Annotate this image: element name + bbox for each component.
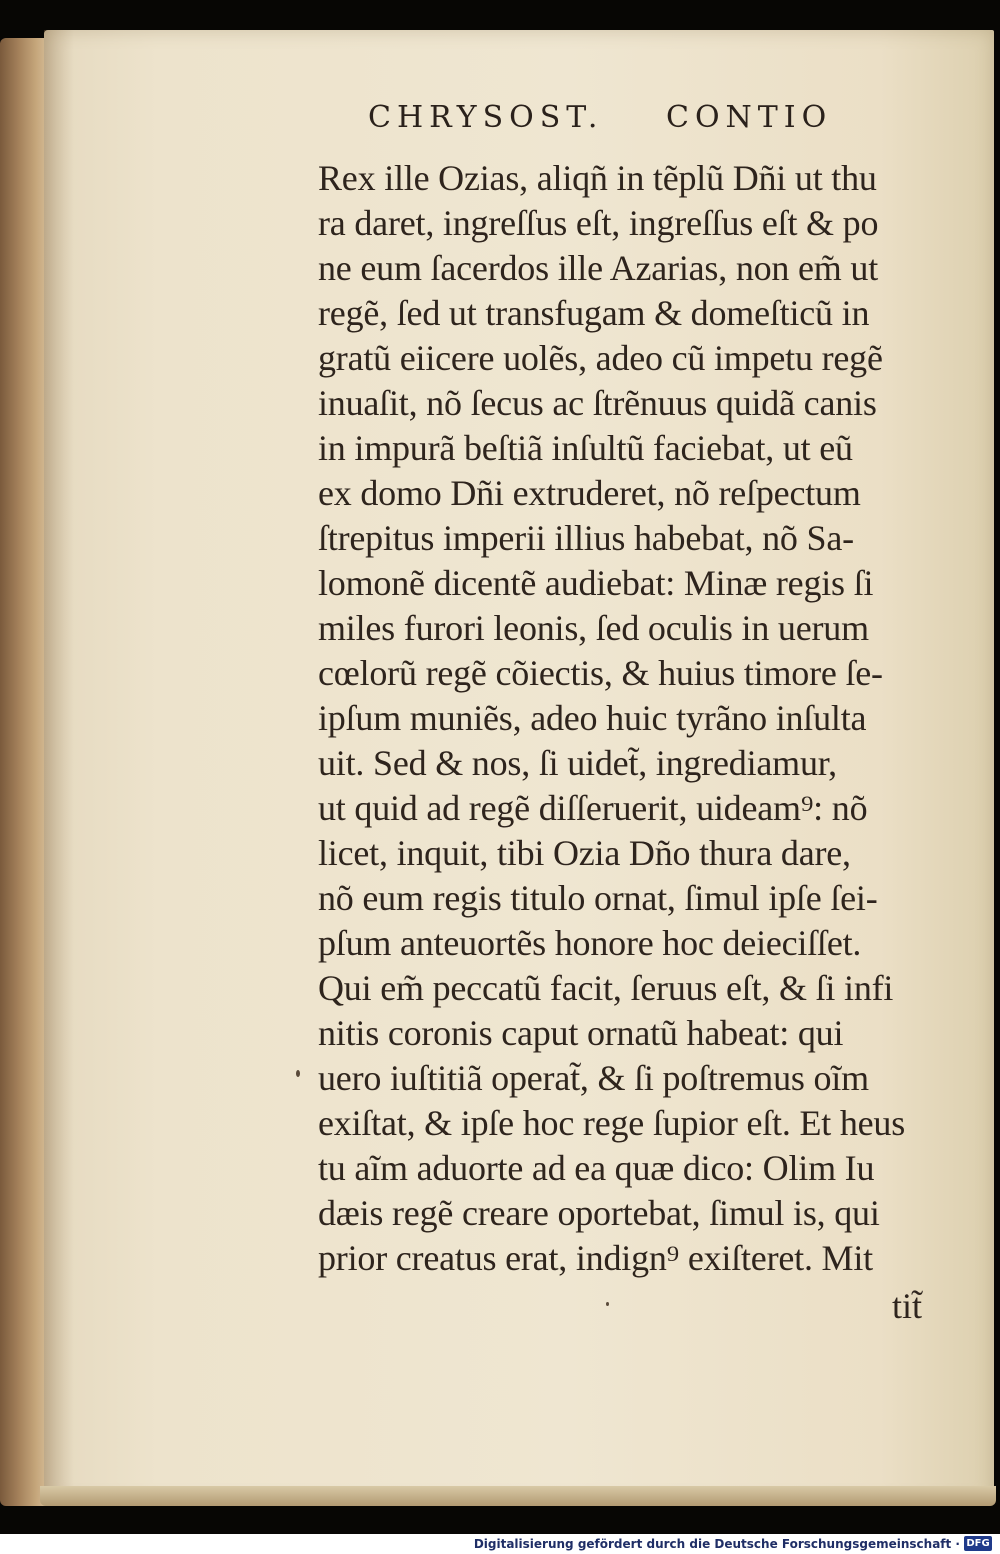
text-line: cœlorũ regẽ cõiectis, & huius timore ſe- — [318, 653, 883, 693]
text-line: nitis coronis caput ornatũ habeat: qui — [318, 1013, 844, 1053]
text-line: pſum anteuortẽs honore hoc deieciſſet. — [318, 923, 862, 963]
running-head-right: CONTIO — [666, 100, 833, 135]
text-line: regẽ, ſed ut transfugam & domeſticũ in — [318, 293, 870, 333]
text-line: ſtrepitus imperii illius habebat, nõ Sa- — [318, 518, 854, 558]
page-bottom-edge — [40, 1486, 996, 1506]
text-line: ut quid ad regẽ diſſeruerit, uideam⁹: nõ — [318, 788, 868, 828]
text-line: uit. Sed & nos, ſi uidet̃, ingrediamur, — [318, 743, 837, 783]
running-head-left: CHRYSOST. — [368, 100, 604, 135]
spine-shadow — [44, 30, 74, 1502]
text-line: Qui em̃ peccatũ facit, ſeruus eſt, & ſi infi — [318, 968, 894, 1008]
catchword: tit̃ — [892, 1286, 923, 1326]
body-text — [318, 155, 948, 1355]
ink-speck — [296, 1070, 300, 1077]
text-line: inuaſit, nõ ſecus ac ſtrẽnuus quidã canis — [318, 383, 877, 423]
dfg-logo: DFG — [964, 1536, 992, 1551]
text-line: nõ eum regis titulo ornat, ſimul ipſe ſei- — [318, 878, 878, 918]
text-line: ipſum muniẽs, adeo huic tyrãno inſulta — [318, 698, 867, 738]
text-line: Rex ille Ozias, aliqñ in tẽplũ Dñi ut thu — [318, 158, 877, 198]
text-line: exiſtat, & ipſe hoc rege ſupior eſt. Et heus — [318, 1103, 906, 1143]
running-head — [368, 100, 888, 144]
text-line: uero iuſtitiã operat̃, & ſi poſtremus oĩm — [318, 1058, 869, 1098]
text-line: ne eum ſacerdos ille Azarias, non em̃ ut — [318, 248, 879, 288]
text-line: tu aĩm aduorte ad ea quæ dico: Olim Iu — [318, 1148, 875, 1188]
text-line: in impurã beſtiã inſultũ faciebat, ut eũ — [318, 428, 853, 468]
text-line: dæis regẽ creare oportebat, ſimul is, qui — [318, 1193, 880, 1233]
text-line: gratũ eiicere uolẽs, adeo cũ impetu regẽ — [318, 338, 883, 378]
text-line: ra daret, ingreſſus eſt, ingreſſus eſt & po — [318, 203, 879, 243]
text-line: prior creatus erat, indign⁹ exiſteret. Mit — [318, 1238, 873, 1278]
text-line: lomonẽ dicentẽ audiebat: Minæ regis ſi — [318, 563, 874, 603]
footer-bar — [0, 1534, 1000, 1554]
ink-speck — [606, 1302, 609, 1306]
text-line: miles furori leonis, ſed oculis in uerum — [318, 608, 869, 648]
text-line: ex domo Dñi extruderet, nõ reſpectum — [318, 473, 861, 513]
funding-credit: Digitalisierung gefördert durch die Deutsche Forschungsgemeinschaft · — [473, 1537, 960, 1551]
text-line: licet, inquit, tibi Ozia Dño thura dare, — [318, 833, 851, 873]
